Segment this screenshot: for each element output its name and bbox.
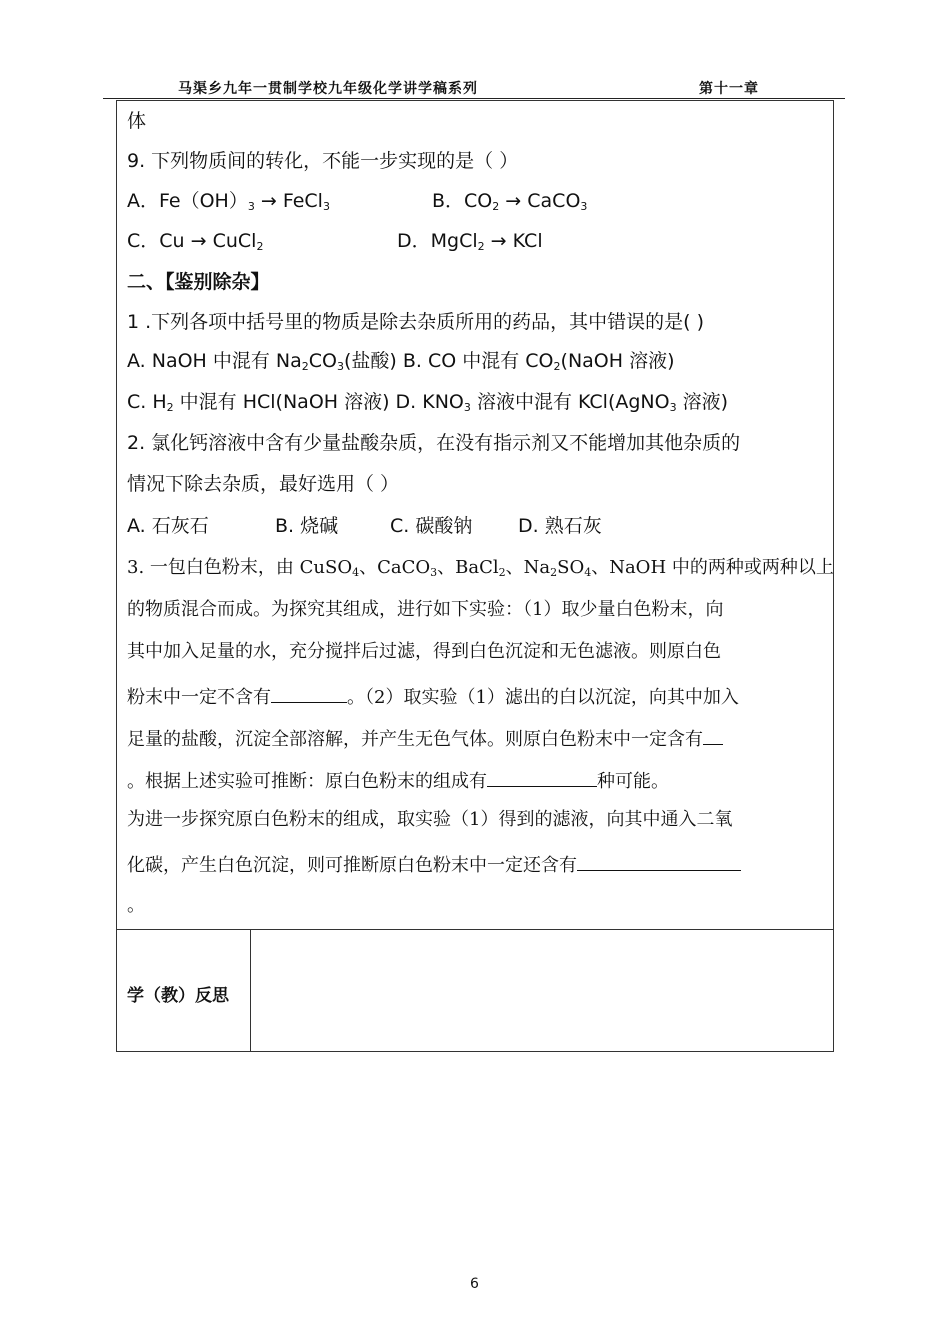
q2-option-c: C. 碳酸钠: [390, 515, 473, 537]
section-title: 二、【鉴别除杂】: [127, 271, 270, 293]
q2-option-d: D. 熟石灰: [518, 515, 602, 537]
page-header: [103, 76, 845, 99]
q1-stem: 1 .下列各项中括号里的物质是除去杂质所用的药品，其中错误的是( ): [127, 311, 705, 333]
q3-line9: 。: [127, 895, 145, 916]
answer-blank[interactable]: [577, 850, 741, 871]
q3-line8: 化碳，产生白色沉淀，则可推断原白色粉末中一定还含有: [127, 850, 741, 878]
worksheet-table: [116, 100, 834, 1052]
q9-option-a: A．$Fe(OH)_3$ → FeCl$_3$: [127, 190, 330, 213]
header-title: 马渠乡九年一贯制学校九年级化学讲学稿系列: [178, 81, 478, 97]
q9-stem: 9. 下列物质间的转化，不能一步实现的是（ ）: [127, 150, 519, 172]
q3-line3: 其中加入足量的水，充分搅拌后过滤，得到白色沉淀和无色滤液。则原白色: [127, 641, 721, 662]
q3-line6: 。根据上述实验可推断：原白色粉末的组成有 种可能。: [127, 766, 669, 794]
q2-option-a: A. 石灰石: [127, 515, 209, 537]
q3-line4: 粉末中一定不含有 。（2）取实验（1）滤出的白以沉淀，向其中加入: [127, 682, 739, 710]
header-chapter: 第十一章: [699, 81, 759, 97]
answer-blank[interactable]: [271, 682, 347, 703]
q3-line7: 为进一步探究原白色粉末的组成，取实验（1）得到的滤液，向其中通入二氧: [127, 809, 733, 830]
q1-options-cd: C. $H_2$ 中混有 HCl(NaOH 溶液) D. $KNO_3$ 溶液中混有 KCl(AgNO$_3$ 溶液): [127, 391, 729, 414]
continued-word: 体: [127, 110, 147, 132]
table-divider: [117, 929, 833, 930]
q3-line5: 足量的盐酸，沉淀全部溶解，并产生无色气体。则原白色粉末中一定含有: [127, 724, 723, 752]
answer-blank[interactable]: [703, 724, 723, 745]
answer-blank[interactable]: [487, 766, 597, 787]
q2-stem-line2: 情况下除去杂质，最好选用（ ）: [127, 473, 400, 495]
q2-option-b: B. 烧碱: [275, 515, 339, 537]
q1-options-ab: A. NaOH 中混有 $Na_2CO_3$(盐酸) B. CO 中混有 $CO_2(NaOH$ 溶液): [127, 350, 675, 373]
q3-line2: 的物质混合而成。为探究其组成，进行如下实验：（1）取少量白色粉末，向: [127, 599, 724, 620]
q2-stem-line1: 2. 氯化钙溶液中含有少量盐酸杂质，在没有指示剂又不能增加其他杂质的: [127, 432, 741, 454]
q9-option-b: B．$CO_2$ → CaCO$_3$: [432, 190, 588, 213]
q9-option-c: C．Cu → CuCl$_2$: [127, 230, 264, 253]
page-number: 6: [470, 1276, 479, 1292]
table-column-divider: [250, 929, 251, 1051]
reflection-label: 学（教）反思: [127, 986, 229, 1006]
q9-option-d: D．MgCl$_2$ → KCl: [397, 230, 543, 253]
q3-line1: 3. 一包白色粉末，由 CuSO$_4$、CaCO$_3$、BaCl$_2$、$Na_2SO_4$、NaOH 中的两种或两种以上: [127, 557, 834, 579]
